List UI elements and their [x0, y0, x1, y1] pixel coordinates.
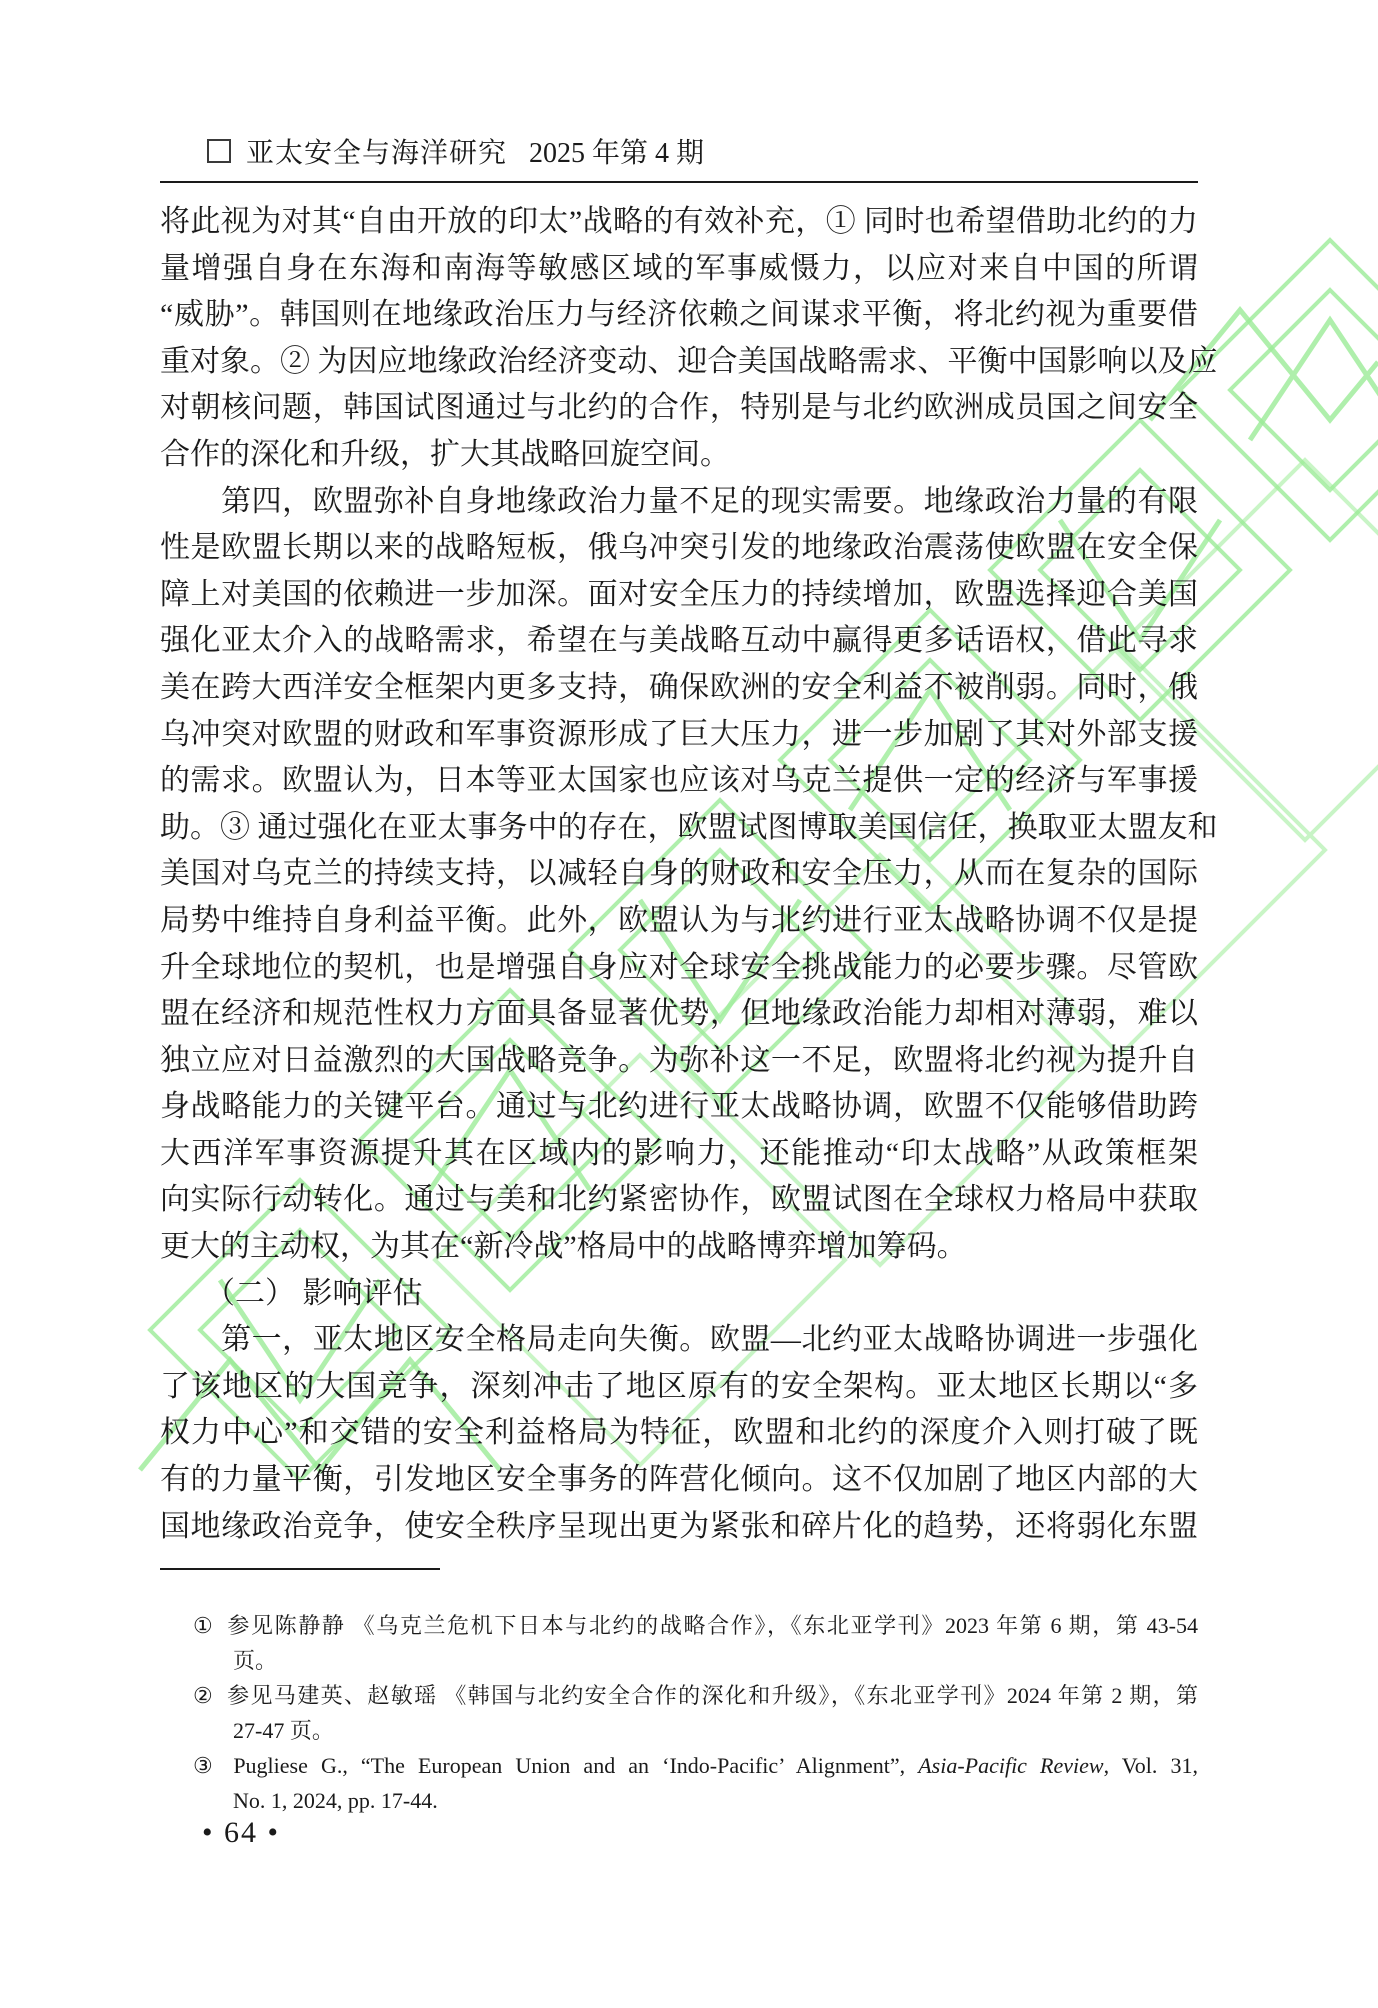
footnote-2-text: 参见马建英、赵敏瑶 《韩国与北约安全合作的深化和升级》，《东北亚学刊》2024 年第 2 期，第 — [227, 1683, 1198, 1708]
footnote-2-marker: ② — [193, 1683, 215, 1708]
text-line: “威胁”。韩国则在地缘政治压力与经济依赖之间谋求平衡，将北约视为重要借 — [160, 298, 1198, 332]
text-line: 第四，欧盟弥补自身地缘政治力量不足的现实需要。地缘政治力量的有限 — [160, 484, 1198, 518]
text-line: 向实际行动转化。通过与美和北约紧密协作，欧盟试图在全球权力格局中获取 — [160, 1183, 1198, 1217]
text-line: 将此视为对其“自由开放的印太”战略的有效补充，① 同时也希望借助北约的力 — [160, 205, 1198, 238]
page-number: • 64 • — [202, 1816, 281, 1849]
text-line: 局势中维持自身利益平衡。此外，欧盟认为与北约进行亚太战略协调不仅是提 — [160, 903, 1198, 937]
text-line: 对朝核问题，韩国试图通过与北约的合作，特别是与北约欧洲成员国之间安全 — [160, 391, 1198, 425]
journal-title: 亚太安全与海洋研究 — [246, 138, 508, 169]
paragraph-first-point — [160, 1317, 1198, 1550]
footnote-3-line-2: No. 1, 2024, pp. 17-44. — [233, 1788, 438, 1813]
footnotes — [160, 1608, 1198, 1818]
footnote-3-text-pre: Pugliese G., “The European Union and an ‘Indo-Pacific’ Alignment”, — [233, 1753, 919, 1778]
issue-label: 2025 年第 4 期 — [529, 138, 705, 169]
text-line: 障上对美国的依赖进一步加深。面对安全压力的持续增加，欧盟选择迎合美国 — [160, 577, 1198, 611]
footnote-1-marker: ① — [193, 1613, 215, 1638]
page-header — [207, 131, 704, 171]
text-line: 美国对乌克兰的持续支持，以减轻自身的财政和安全压力，从而在复杂的国际 — [160, 857, 1198, 891]
footnote-3-text-post: , Vol. 31, — [1103, 1753, 1198, 1778]
footnote-2-line-2: 27-47 页。 — [233, 1718, 334, 1743]
text-line: 国地缘政治竞争，使安全秩序呈现出更为紧张和碎片化的趋势，还将弱化东盟 — [160, 1509, 1198, 1543]
text-line: 的需求。欧盟认为，日本等亚太国家也应该对乌克兰提供一定的经济与军事援 — [160, 764, 1198, 798]
article-body — [160, 199, 1218, 1550]
square-bullet-icon — [207, 139, 231, 163]
footnote-separator — [160, 1568, 440, 1570]
footnote-1-line-1 — [160, 1608, 1198, 1643]
text-line: 更大的主动权，为其在“新冷战”格局中的战略博弈增加筹码。 — [160, 1230, 967, 1264]
footnote-1-text: 参见陈静静 《乌克兰危机下日本与北约的战略合作》，《东北亚学刊》2023 年第 6 期，第 43-54 — [227, 1613, 1198, 1638]
footnote-3-marker: ③ — [193, 1753, 221, 1778]
footnote-2-line-1 — [160, 1678, 1198, 1713]
text-line: 性是欧盟长期以来的战略短板，俄乌冲突引发的地缘政治震荡使欧盟在安全保 — [160, 531, 1198, 565]
text-line: 助。③ 通过强化在亚太事务中的存在，欧盟试图博取美国信任，换取亚太盟友和 — [160, 810, 1218, 844]
text-line: 重对象。② 为因应地缘政治经济变动、迎合美国战略需求、平衡中国影响以及应 — [160, 344, 1218, 378]
header-rule — [160, 181, 1198, 183]
text-line: （二） 影响评估 — [160, 1276, 423, 1310]
text-line: 盟在经济和规范性权力方面具备显著优势，但地缘政治能力却相对薄弱，难以 — [160, 997, 1198, 1031]
text-line: 量增强自身在东海和南海等敏感区域的军事威慑力，以应对来自中国的所谓 — [160, 251, 1198, 285]
text-line: 强化亚太介入的战略需求，希望在与美战略互动中赢得更多话语权，借此寻求 — [160, 624, 1198, 658]
section-heading — [160, 1271, 1198, 1318]
text-line: 身战略能力的关键平台。通过与北约进行亚太战略协调，欧盟不仅能够借助跨 — [160, 1090, 1198, 1124]
text-line: 独立应对日益激烈的大国战略竞争。为弥补这一不足，欧盟将北约视为提升自 — [160, 1043, 1198, 1077]
text-line: 合作的深化和升级，扩大其战略回旋空间。 — [160, 437, 730, 471]
text-line: 乌冲突对欧盟的财政和军事资源形成了巨大压力，进一步加剧了其对外部支援 — [160, 717, 1198, 751]
footnote-3-journal-name: Asia-Pacific Review — [918, 1753, 1104, 1778]
footnote-3-line-1 — [160, 1748, 1198, 1783]
paragraph-fourth-point — [160, 479, 1218, 1271]
footnote-1-line-2: 页。 — [233, 1648, 278, 1673]
text-line: 权力中心”和交错的安全利益格局为特征，欧盟和北约的深度介入则打破了既 — [160, 1416, 1198, 1450]
text-line: 第一，亚太地区安全格局走向失衡。欧盟—北约亚太战略协调进一步强化 — [160, 1323, 1198, 1357]
text-line: 升全球地位的契机，也是增强自身应对全球安全挑战能力的必要步骤。尽管欧 — [160, 950, 1198, 984]
text-line: 有的力量平衡，引发地区安全事务的阵营化倾向。这不仅加剧了地区内部的大 — [160, 1463, 1198, 1497]
text-line: 美在跨大西洋安全框架内更多支持，确保欧洲的安全利益不被削弱。同时，俄 — [160, 670, 1198, 704]
text-line: 大西洋军事资源提升其在区域内的影响力，还能推动“印太战略”从政策框架 — [160, 1136, 1198, 1170]
paragraph-continuation — [160, 199, 1218, 479]
text-line: 了该地区的大国竞争，深刻冲击了地区原有的安全架构。亚太地区长期以“多 — [160, 1369, 1198, 1403]
